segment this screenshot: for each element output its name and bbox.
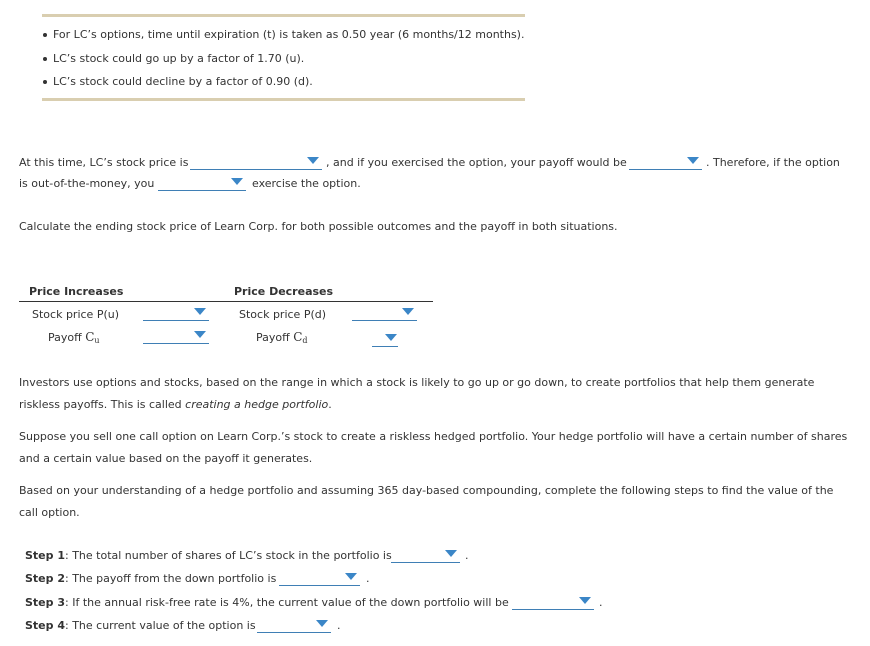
assumption-item: LC’s stock could decline by a factor of 0.90 (d).: [42, 74, 524, 98]
payoff-up-letter: C: [85, 330, 95, 344]
stock-price-up-label: Stock price P(u): [32, 308, 120, 321]
step-end: .: [599, 596, 603, 609]
chevron-down-icon: [194, 308, 206, 315]
hedge-paragraph: [19, 372, 849, 416]
payoff-up-label: [48, 330, 100, 344]
hedge-italic: creating a hedge portfolio: [185, 398, 329, 411]
payoff-dropdown[interactable]: [629, 153, 702, 170]
hedge-end: .: [328, 398, 332, 411]
assumption-item: LC’s stock could go up by a factor of 1.70 (u).: [42, 51, 524, 75]
stock-price-down-dropdown[interactable]: [352, 304, 417, 321]
payoff-up-subscript: u: [94, 336, 100, 345]
step-3-dropdown[interactable]: [512, 593, 594, 610]
chevron-down-icon: [307, 157, 319, 164]
stock-price-down-label: Stock price P(d): [239, 308, 327, 321]
payoff-up-text: Payoff: [48, 331, 82, 344]
step-1-dropdown[interactable]: [391, 546, 460, 563]
payoff-down-letter: C: [293, 330, 303, 344]
out-of-money-text: is out-of-the-money, you: [19, 177, 155, 190]
price-decreases-header: Price Decreases: [234, 285, 334, 298]
payoff-down-subscript: d: [302, 336, 308, 345]
payoff-up-dropdown[interactable]: [143, 327, 209, 344]
price-increases-header: Price Increases: [29, 285, 124, 298]
step-text: : If the annual risk-free rate is 4%, the current value of the down portfolio will be: [65, 596, 509, 609]
stock-price-dropdown[interactable]: [190, 153, 322, 170]
top-divider: [42, 14, 525, 17]
step-text: : The total number of shares of LC’s stock in the portfolio is: [65, 549, 392, 562]
step-2: [25, 572, 276, 585]
step-end: .: [337, 619, 341, 632]
calculate-instruction: Calculate the ending stock price of Learn Corp. for both possible outcomes and the payoff in both situations.: [19, 220, 618, 233]
payoff-down-symbol: [293, 330, 307, 344]
payoff-text: , and if you exercised the option, your payoff would be: [326, 156, 627, 169]
step-2-dropdown[interactable]: [279, 569, 360, 586]
step-end: .: [465, 549, 469, 562]
stock-price-up-dropdown[interactable]: [143, 304, 209, 321]
therefore-text: . Therefore, if the option: [706, 156, 840, 169]
step-text: : The current value of the option is: [65, 619, 256, 632]
bottom-divider: [42, 98, 525, 101]
assumption-item: For LC’s options, time until expiration (t) is taken as 0.50 year (6 months/12 months).: [42, 27, 524, 51]
chevron-down-icon: [402, 308, 414, 315]
payoff-up-symbol: [85, 330, 99, 344]
step-text: : The payoff from the down portfolio is: [65, 572, 277, 585]
exercise-text: exercise the option.: [252, 177, 361, 190]
chevron-down-icon: [579, 597, 591, 604]
step-end: .: [366, 572, 370, 585]
payoff-down-text: Payoff: [256, 331, 290, 344]
payoff-down-label: [256, 330, 308, 344]
step-3: [25, 596, 509, 609]
chevron-down-icon: [316, 620, 328, 627]
chevron-down-icon: [687, 157, 699, 164]
step-label: Step 4: [25, 619, 65, 632]
chevron-down-icon: [445, 550, 457, 557]
table-header-line: [19, 301, 433, 302]
sell-paragraph: Suppose you sell one call option on Learn Corp.’s stock to create a riskless hedged portfolio. Your hedge portfolio will have a certain number of shares and a certain value based on the payoff it generates.: [19, 430, 848, 465]
stock-price-text: At this time, LC’s stock price is: [19, 156, 189, 169]
hedge-text: Investors use options and stocks, based on the range in which a stock is likely to go up or go down, to create portfolios that help them generate riskless payoffs. This is called: [19, 376, 815, 411]
assumptions-list: [42, 27, 524, 98]
step-label: Step 1: [25, 549, 65, 562]
step-4: [25, 619, 256, 632]
payoff-down-dropdown[interactable]: [372, 330, 398, 347]
chevron-down-icon: [231, 178, 243, 185]
chevron-down-icon: [385, 334, 397, 341]
step-4-dropdown[interactable]: [257, 616, 331, 633]
step-label: Step 2: [25, 572, 65, 585]
exercise-dropdown[interactable]: [158, 174, 246, 191]
chevron-down-icon: [194, 331, 206, 338]
chevron-down-icon: [345, 573, 357, 580]
based-paragraph: Based on your understanding of a hedge portfolio and assuming 365 day-based compounding, complete the following steps to find the value of the call option.: [19, 484, 834, 519]
step-1: [25, 549, 392, 562]
step-label: Step 3: [25, 596, 65, 609]
